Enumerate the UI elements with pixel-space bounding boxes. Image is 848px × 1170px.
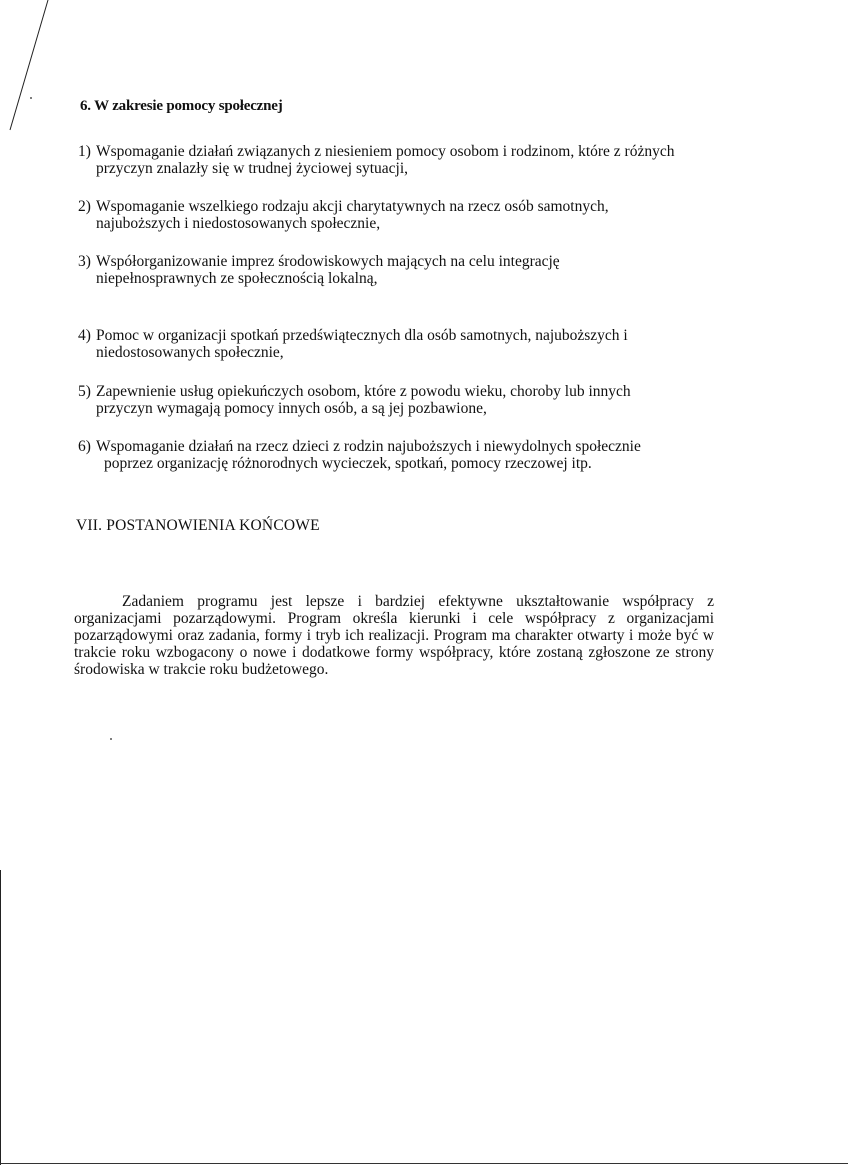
list-item-line2: przyczyn znalazły się w trudnej życiowej sytuacji, xyxy=(96,160,409,177)
list-item xyxy=(78,438,728,472)
scan-artifact-left-edge xyxy=(0,870,1,1165)
list-item-number: 2) xyxy=(78,198,91,215)
scan-speck xyxy=(30,97,32,99)
list-item-line2: niepełnosprawnych ze społecznością lokalną, xyxy=(96,270,378,287)
scan-artifact-diagonal xyxy=(0,0,60,140)
list-item-line2: przyczyn wymagają pomocy innych osób, a są jej pozbawione, xyxy=(96,400,487,417)
list-item-number: 4) xyxy=(78,327,91,344)
list-item-number: 3) xyxy=(78,253,91,270)
scan-artifact-bottom-rule xyxy=(0,1163,848,1164)
list-item-line2: poprzez organizację różnorodnych wycieczek, spotkań, pomocy rzeczowej itp. xyxy=(104,455,592,472)
list-item-number: 1) xyxy=(78,143,91,160)
list-item-line2: niedostosowanych społecznie, xyxy=(96,344,284,361)
scan-speck xyxy=(110,738,112,740)
list-item-line1: Wspomaganie działań związanych z niesieniem pomocy osobom i rodzinom, które z różnych xyxy=(96,143,675,160)
list-item-number: 5) xyxy=(78,383,91,400)
list-item-line1: Wspomaganie wszelkiego rodzaju akcji charytatywnych na rzecz osób samotnych, xyxy=(96,198,609,215)
section-heading: 6. W zakresie pomocy społecznej xyxy=(80,98,283,114)
list-item xyxy=(78,253,728,287)
list-item xyxy=(78,383,728,417)
list-item xyxy=(78,143,728,177)
list-item-number: 6) xyxy=(78,438,91,455)
list-item-line1: Pomoc w organizacji spotkań przedświątecznych dla osób samotnych, najuboższych i xyxy=(96,327,628,344)
closing-paragraph: Zadaniem programu jest lepsze i bardziej efektywne ukształtowanie współpracy z organizacjami pozarządowymi. Program określa kierunki i cele współpracy z organizacjami pozarządowymi oraz zadania, formy i tryb ich realizacji. Program ma charakter otwarty i może być w trakcie roku wzbogacony o nowe i dodatkowe formy współpracy, które zostaną zgłoszone ze strony środowiska w trakcie roku budżetowego. xyxy=(74,593,714,678)
list-item xyxy=(78,198,728,232)
list-item-line1: Zapewnienie usług opiekuńczych osobom, które z powodu wieku, choroby lub innych xyxy=(96,383,631,400)
list-item-line2: najuboższych i niedostosowanych społecznie, xyxy=(96,215,381,232)
list-item-line1: Wspomaganie działań na rzecz dzieci z rodzin najuboższych i niewydolnych społecznie xyxy=(96,438,641,455)
list-item xyxy=(78,327,728,361)
chapter-heading: VII. POSTANOWIENIA KOŃCOWE xyxy=(76,517,320,534)
list-item-line1: Współorganizowanie imprez środowiskowych mających na celu integrację xyxy=(96,253,560,270)
